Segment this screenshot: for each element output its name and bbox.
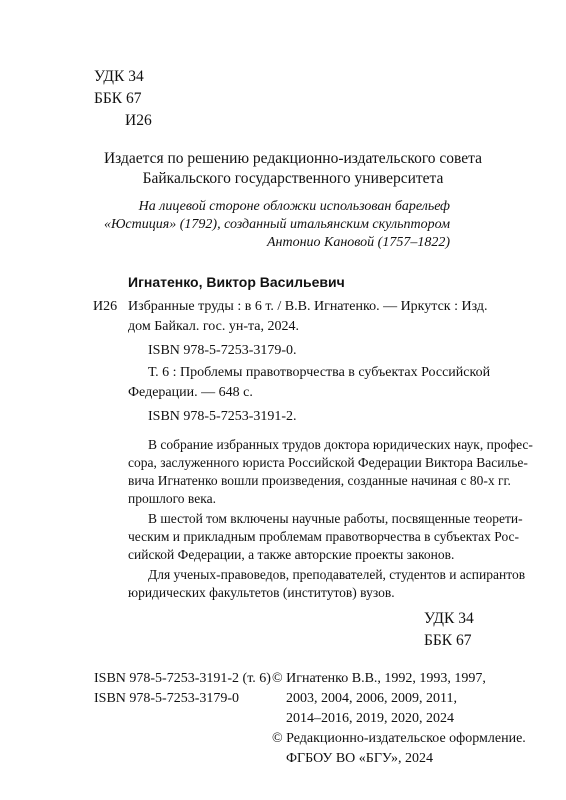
annotation-p1-line: прошлого века. [128, 491, 216, 506]
cover-note-line3: Антонио Кановой (1757–1822) [266, 235, 450, 250]
annotation-p1-line: сора, заслуженного юриста Российской Федерации Виктора Василье- [128, 455, 528, 470]
annotation-p1-line: В собрание избранных трудов доктора юридических наук, профес- [148, 437, 533, 452]
isbn-volume-bottom: ISBN 978-5-7253-3191-2 (т. 6) [94, 671, 271, 686]
bib-title-line1: Избранные труды : в 6 т. / В.В. Игнатенко. — Иркутск : Изд. [128, 299, 488, 314]
udk-code-top: УДК 34 [94, 68, 144, 85]
copyright-line2: 2003, 2004, 2006, 2009, 2011, [286, 691, 457, 706]
bib-mark: И26 [93, 299, 118, 314]
volume-line1: Т. 6 : Проблемы правотворчества в субъектах Российской [148, 365, 491, 380]
annotation-p3-line: Для ученых-правоведов, преподавателей, студентов и аспирантов [148, 567, 526, 582]
cover-note-line2: «Юстиция» (1792), созданный итальянским скульптором [103, 217, 450, 232]
annotation-p2-line: ческим и прикладным проблемам правотворчества в субъектах Рос- [128, 529, 520, 544]
bbk-code-bottom: ББК 67 [424, 632, 472, 649]
isbn-volume: ISBN 978-5-7253-3191-2. [148, 409, 297, 424]
udk-code-bottom: УДК 34 [424, 610, 474, 627]
copyright-line4: © Редакционно-издательское оформление. [272, 731, 526, 746]
annotation-p2-line: сийской Федерации, а также авторские проекты законов. [128, 547, 455, 562]
copyright-line3: 2014–2016, 2019, 2020, 2024 [286, 711, 454, 726]
isbn-set: ISBN 978-5-7253-3179-0. [148, 343, 297, 358]
annotation-p2-line: В шестой том включены научные работы, посвященные теорети- [148, 511, 523, 526]
cover-note-line1: На лицевой стороне обложки использован барельеф [138, 199, 450, 214]
publisher-note-line2: Байкальского государственного университета [142, 170, 444, 187]
annotation-p3-line: юридических факультетов (институтов) вузов. [128, 585, 395, 600]
isbn-set-bottom: ISBN 978-5-7253-3179-0 [94, 691, 240, 706]
bbk-code-top: ББК 67 [94, 90, 142, 107]
bib-title-line2: дом Байкал. гос. ун-та, 2024. [128, 319, 299, 334]
annotation-p1-line: вича Игнатенко вошли произведения, созданные начиная с 80-х гг. [128, 473, 511, 488]
author-mark-top: И26 [125, 112, 152, 129]
volume-line2: Федерации. — 648 с. [128, 385, 253, 400]
copyright-line1: © Игнатенко В.В., 1992, 1993, 1997, [272, 671, 486, 686]
author-heading: Игнатенко, Виктор Васильевич [128, 274, 345, 290]
copyright-line5: ФГБОУ ВО «БГУ», 2024 [286, 751, 433, 766]
publisher-note-line1: Издается по решению редакционно-издательского совета [103, 150, 482, 167]
